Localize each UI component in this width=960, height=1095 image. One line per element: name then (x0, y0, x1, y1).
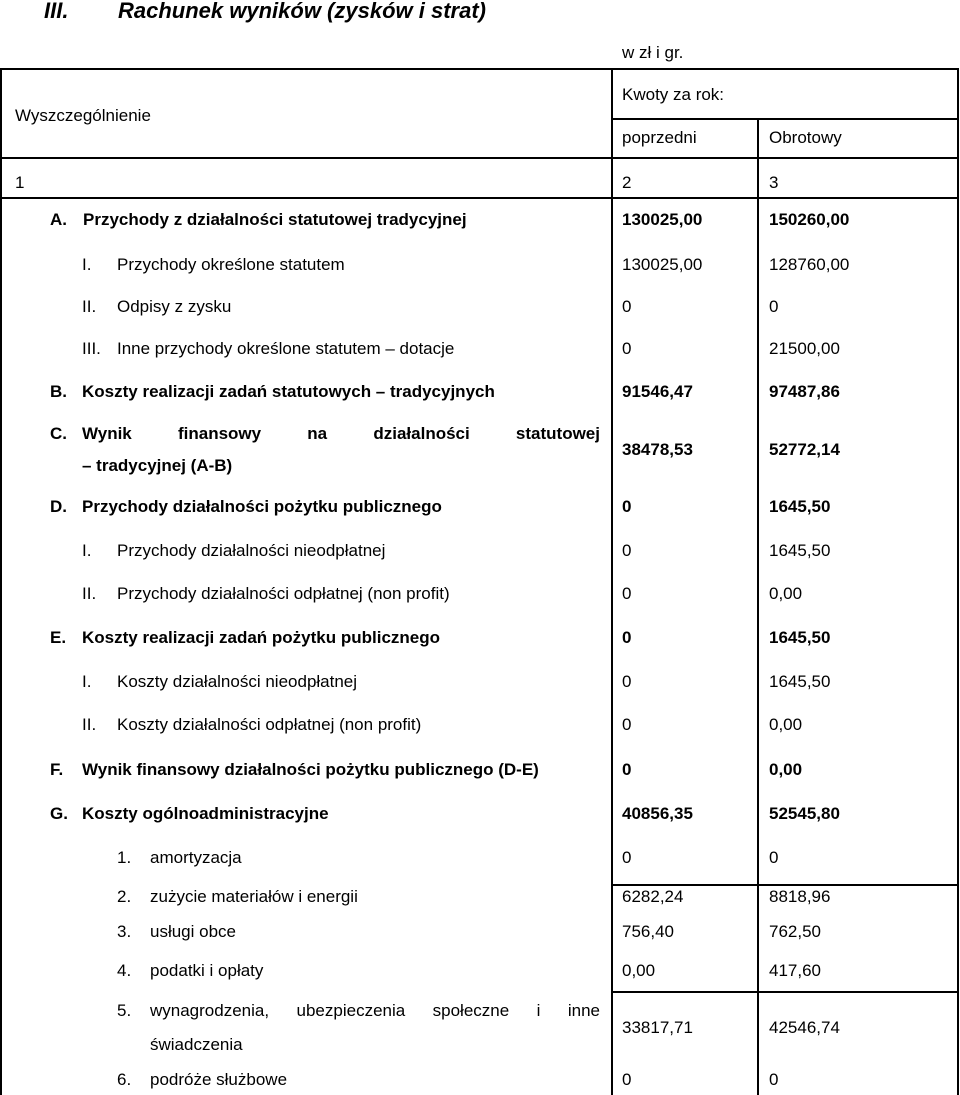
row-current-value: 97487,86 (769, 382, 840, 401)
row-current-value: 52545,80 (769, 804, 840, 823)
row-description: Odpisy z zysku (117, 297, 232, 316)
row-current-value: 1645,50 (769, 541, 831, 560)
row-previous-value: 0 (622, 715, 632, 734)
row-current-value: 1645,50 (769, 497, 831, 516)
row-description: Przychody z działalności statutowej tradycyjnej (83, 210, 467, 229)
column-number-1: 1 (15, 173, 25, 192)
row-description: Koszty ogólnoadministracyjne (82, 804, 329, 823)
column-numbers-line (0, 197, 959, 199)
row-label: 3. (117, 922, 132, 941)
row-previous-value: 0 (622, 628, 632, 647)
row-label: I. (82, 672, 92, 691)
row-label: III. (82, 339, 101, 358)
row-label: D. (50, 497, 67, 516)
row-current-value: 42546,74 (769, 1018, 840, 1037)
row-previous-value: 0 (622, 497, 632, 516)
row-label: F. (50, 760, 64, 779)
header-bottom-line (0, 157, 959, 159)
row-current-value: 1645,50 (769, 628, 831, 647)
row-current-value: 8818,96 (769, 887, 831, 906)
row-previous-value: 38478,53 (622, 440, 693, 459)
row-previous-value: 0 (622, 541, 632, 560)
row-description-line-2: – tradycyjnej (A-B) (82, 456, 233, 475)
row-current-value: 0 (769, 848, 779, 867)
row-current-value: 0,00 (769, 715, 803, 734)
column-number-3: 3 (769, 173, 779, 192)
row-previous-value: 756,40 (622, 922, 674, 941)
row-previous-value: 91546,47 (622, 382, 693, 401)
row-previous-value: 0 (622, 584, 632, 603)
row-current-value: 21500,00 (769, 339, 840, 358)
table-border-left (0, 68, 2, 1095)
row-label: A. (50, 210, 67, 229)
row-label: II. (82, 584, 97, 603)
row-label: E. (50, 628, 67, 647)
row-description: Koszty realizacji zadań pożytku publicznego (82, 628, 441, 647)
column-divider-description (611, 68, 613, 1095)
row-description-line-1: Wynik finansowy na działalności statutowej (82, 424, 600, 443)
row-label: I. (82, 255, 92, 274)
row-previous-value: 130025,00 (622, 210, 703, 229)
row-description: podatki i opłaty (150, 961, 264, 980)
row-previous-value: 0 (622, 672, 632, 691)
row-description-line-1: wynagrodzenia, ubezpieczenia społeczne i inne (150, 1001, 600, 1020)
row-current-value: 0 (769, 297, 779, 316)
row-description: Koszty działalności nieodpłatnej (117, 672, 358, 691)
row-current-value: 150260,00 (769, 210, 850, 229)
row-label: 1. (117, 848, 132, 867)
row-separator (611, 991, 959, 993)
row-label: 2. (117, 887, 132, 906)
row-description: podróże służbowe (150, 1070, 288, 1089)
row-current-value: 417,60 (769, 961, 821, 980)
row-separator (611, 884, 959, 886)
row-label: 4. (117, 961, 132, 980)
row-current-value: 1645,50 (769, 672, 831, 691)
unit-note: w zł i gr. (622, 43, 684, 62)
header-current-year: Obrotowy (769, 128, 842, 147)
row-description: amortyzacja (150, 848, 242, 867)
header-description: Wyszczególnienie (15, 106, 151, 125)
row-previous-value: 0 (622, 339, 632, 358)
row-previous-value: 0 (622, 848, 632, 867)
row-description: Koszty realizacji zadań statutowych – tradycyjnych (82, 382, 495, 401)
row-description: Przychody określone statutem (117, 255, 345, 274)
row-current-value: 0,00 (769, 584, 803, 603)
row-label: 6. (117, 1070, 132, 1089)
row-description-line-2: świadczenia (150, 1035, 243, 1054)
section-number: III. (44, 0, 69, 23)
row-previous-value: 0,00 (622, 961, 656, 980)
row-label: II. (82, 715, 97, 734)
row-previous-value: 0 (622, 297, 632, 316)
row-previous-value: 0 (622, 1070, 632, 1089)
row-description: zużycie materiałów i energii (150, 887, 358, 906)
row-current-value: 128760,00 (769, 255, 850, 274)
table-border-top (0, 68, 959, 70)
header-amounts-for-year: Kwoty za rok: (622, 85, 725, 104)
row-description: Koszty działalności odpłatnej (non profit) (117, 715, 422, 734)
row-description: Wynik finansowy działalności pożytku publicznego (D-E) (82, 760, 539, 779)
row-current-value: 0 (769, 1070, 779, 1089)
row-previous-value: 0 (622, 760, 632, 779)
row-label: I. (82, 541, 92, 560)
row-label: C. (50, 424, 67, 443)
row-description: Przychody działalności nieodpłatnej (117, 541, 386, 560)
row-previous-value: 33817,71 (622, 1018, 693, 1037)
row-label: G. (50, 804, 68, 823)
column-number-2: 2 (622, 173, 632, 192)
row-label: II. (82, 297, 97, 316)
column-divider-amounts (757, 119, 759, 1095)
row-description: Inne przychody określone statutem – dotacje (117, 339, 455, 358)
row-description: usługi obce (150, 922, 237, 941)
row-description: Przychody działalności odpłatnej (non profit) (117, 584, 450, 603)
table-border-right (957, 68, 959, 1095)
header-previous-year: poprzedni (622, 128, 697, 147)
row-description: Przychody działalności pożytku publicznego (82, 497, 442, 516)
row-label: 5. (117, 1001, 132, 1020)
row-current-value: 52772,14 (769, 440, 840, 459)
row-previous-value: 6282,24 (622, 887, 684, 906)
section-title: Rachunek wyników (zysków i strat) (118, 0, 486, 23)
header-subdivider (611, 118, 959, 120)
row-label: B. (50, 382, 67, 401)
row-current-value: 0,00 (769, 760, 803, 779)
row-previous-value: 130025,00 (622, 255, 703, 274)
row-current-value: 762,50 (769, 922, 821, 941)
row-previous-value: 40856,35 (622, 804, 693, 823)
